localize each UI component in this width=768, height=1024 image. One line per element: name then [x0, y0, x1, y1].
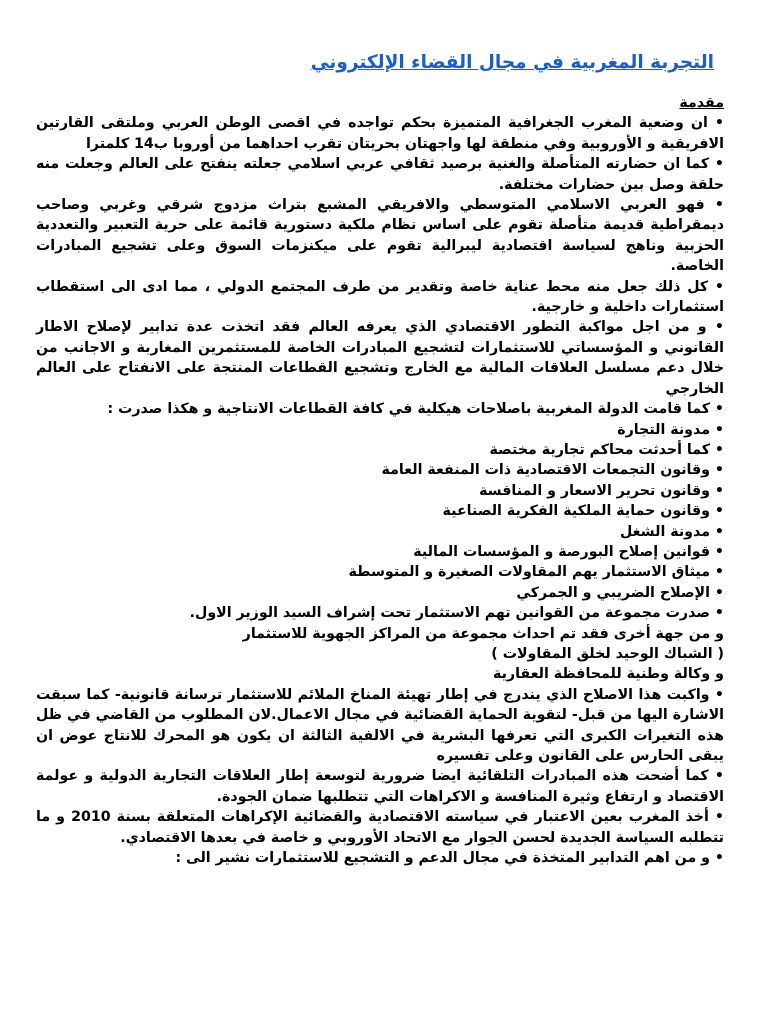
paragraph: • الإصلاح الضريبي و الجمركي: [516, 584, 724, 601]
paragraph: • وقانون التجمعات الاقتصادية ذات المنفعة العامة: [381, 462, 724, 479]
paragraph: • قوانين إصلاح البورصة و المؤسسات المالية: [413, 543, 724, 560]
paragraph: • كل ذلك جعل منه محط عناية خاصة وتقدير من طرف المجتمع الدولي ، مما ادى الى استقطاب استثمارات داخلية و خارجية.: [36, 278, 724, 316]
paragraph: • وقانون تحرير الاسعار و المنافسة: [479, 482, 724, 499]
document-body: [36, 93, 724, 868]
paragraph: • مدونة التجارة: [617, 421, 724, 438]
paragraph: ( الشباك الوحيد لخلق المقاولات ): [491, 645, 724, 662]
paragraph: • أخذ المغرب بعين الاعتبار في سياسته الاقتصادية والقضائية الإكراهات المتعلقة بسنة 2010 و ما تتطلبه السياسة الجديدة لحسن الجوار مع الاتحاد الأوروبي و خاصة في بعدها الاقتصادي.: [36, 809, 725, 846]
paragraph: و من جهة أخرى فقد تم احداث مجموعة من المراكز الجهوية للاستثمار: [242, 625, 724, 642]
paragraph: • كما قامت الدولة المغربية باصلاحات هيكلية في كافة القطاعات الانتاجية و هكذا صدرت :: [107, 401, 724, 418]
paragraph: • مدونة الشغل: [620, 523, 724, 540]
paragraph: • و من اجل مواكبة التطور الاقتصادي الذي يعرفه العالم فقد اتخذت عدة تدابير لإصلاح الاطار القانوني و المؤسساتي للاستثمارات لتشجيع المبادرات الخاصة للمستثمرين المغاربة و الاجانب من خلال دعم مسلسل العلاقات المالية مع الخارج وتشجيع القطاعات المنتجة على الانفتاح على العالم الخارجي: [36, 319, 724, 397]
paragraph: • كما أحدثت محاكم تجارية مختصة: [489, 441, 724, 458]
paragraph: • صدرت مجموعة من القوانين تهم الاستثمار تحت إشراف السيد الوزير الاول.: [189, 605, 724, 622]
document-title: التجربة المغربية في مجال القضاء الإلكتروني: [310, 52, 714, 73]
paragraph: • ميثاق الاستثمار يهم المقاولات الصغيرة و المتوسطة: [348, 564, 724, 581]
paragraph: و وكالة وطنية للمحافظة العقارية: [492, 666, 724, 683]
paragraph: • ان وضعية المغرب الجغرافية المتميزة بحكم تواجده في اقصى الوطن العربي وملتقى القارتين الافريقية و الأوروبية وفي منطقة لها واجهتان بحريتان تقرب احداهما من أوروبا ب14 كلمترا: [36, 115, 724, 152]
paragraph: • فهو العربي الاسلامي المتوسطي والافريقي المشبع بتراث مزدوج شرقي وغربي وصاحب ديمقراطية قديمة متأصلة تقوم على اساس نظام ملكية دستورية قائمة على حرية التعبير والتعددية الحزبية وناهج لسياسة اقتصادية ليبرالية تقوم على ميكنزمات السوق وعلى تشجيع المبادرات الخاصة.: [36, 197, 724, 275]
paragraph: • كما أضحت هذه المبادرات التلقائية ايضا ضرورية لتوسعة إطار العلاقات التجارية الدولية و عولمة الاقتصاد و ارتفاع وثيرة المنافسة و الاكراهات التي تتطلبها ضمان الجودة.: [36, 768, 724, 805]
section-heading: مقدمة: [679, 95, 724, 111]
paragraph: • و من اهم التدابير المتخذة في مجال الدعم و التشجيع للاستثمارات نشير الى :: [175, 850, 724, 867]
paragraph: • واكبت هذا الاصلاح الذي يندرج في إطار تهيئة المناخ الملائم للاستثمار ترسانة قانونية- كما سبقت الاشارة اليها من قبل- لتقوية الحماية القضائية في مجال الاعمال.لان المطلوب من القاضي في ظل هذه التغيرات الكبرى التي تعرفها البشرية في الالفية الثالثة ان يكون هو المحرك للانتاج عوض ان يبقى الحارس على القانون وعلى تفسيره: [36, 686, 724, 764]
paragraph: • وقانون حماية الملكية الفكرية الصناعية: [442, 503, 724, 520]
paragraph: • كما ان حضارته المتأصلة والغنية برصيد ثقافي عربي اسلامي جعلته ينفتح على العالم وجعلت منه حلقة وصل بين حضارات مختلفة.: [36, 156, 724, 193]
